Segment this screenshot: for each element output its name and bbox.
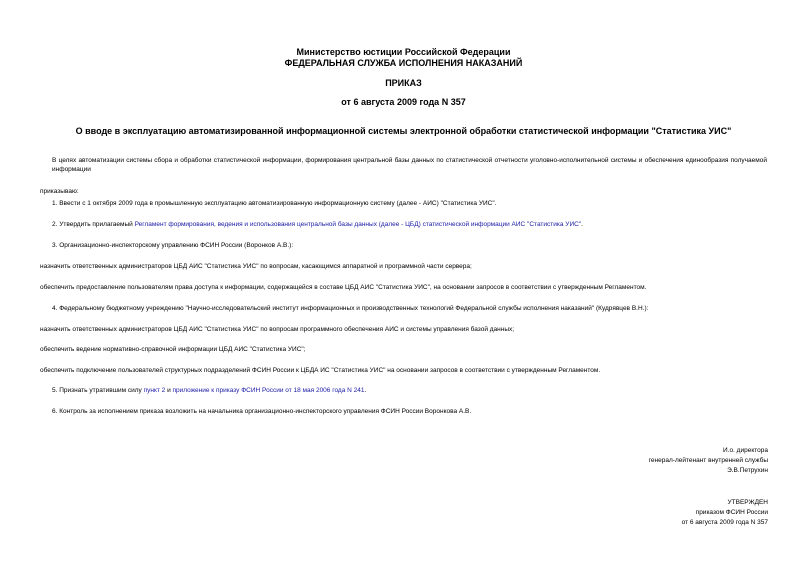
item-1: 1. Ввести с 1 октября 2009 года в промышленную эксплуатацию автоматизированную информационную систему (далее - АИС) "Статистика УИС". — [52, 200, 497, 207]
item-5-prefix: 5. Признать утратившим силу — [52, 387, 144, 394]
doc-date: от 6 августа 2009 года N 357 — [341, 97, 466, 107]
order-word: приказываю: — [40, 188, 79, 195]
item-2 — [52, 220, 779, 229]
item-2-suffix: . — [581, 221, 583, 228]
item-3-a: назначить ответственных администраторов ЦБД АИС "Статистика УИС" по вопросам, касающимся аппаратной и программной части сервера; — [40, 263, 472, 270]
appendix-link[interactable]: приложение к приказу ФСИН России от 18 мая 2006 года N 241 — [172, 387, 365, 394]
approval-date: от 6 августа 2009 года N 357 — [681, 519, 768, 526]
service-name: ФЕДЕРАЛЬНАЯ СЛУЖБА ИСПОЛНЕНИЯ НАКАЗАНИЙ — [284, 58, 523, 68]
approval-title: УТВЕРЖДЕН — [727, 499, 768, 506]
preamble: В целях автоматизации системы сбора и обработки статистической информации, формирования центральной базы данных по статистической отчетности уголовно-исполнительной системы и обеспечения единообразия получаемой информации — [52, 157, 767, 173]
item-4-a: назначить ответственных администраторов ЦБД АИС "Статистика УИС" по вопросам программного обеспечения АИС и системы управления базой данных; — [40, 326, 515, 333]
item-5-suffix: . — [364, 387, 367, 394]
item-4-c: обеспечить подключение пользователей структурных подразделений ФСИН России к ЦБДА ИС "Статистика УИС" на основании запросов в соответствии с утвержденным Регламентом. — [40, 367, 601, 374]
item-5 — [52, 386, 779, 395]
signature-name: Э.В.Петрухин — [727, 467, 768, 474]
point-2-link[interactable]: пункт 2 — [143, 387, 166, 394]
item-3: 3. Организационно-инспекторскому управлению ФСИН России (Воронков А.В.): — [52, 242, 294, 249]
regulation-link[interactable]: Регламент формирования, ведения и использования центральной базы данных (далее - ЦБД) статистической информации АИС "Статистика УИС" — [134, 221, 582, 228]
signature-rank: генерал-лейтенант внутренней службы — [648, 457, 768, 464]
approval-by: приказом ФСИН России — [695, 509, 768, 516]
item-4-b: обеспечить ведение нормативно-справочной информации ЦБД АИС "Статистика УИС"; — [40, 346, 306, 353]
item-3-b: обеспечить предоставление пользователям права доступа к информации, содержащейся в составе ЦБД АИС "Статистика УИС", на основании запросов в соответствии с утвержденным Регламентом. — [40, 284, 647, 291]
page-title: О вводе в эксплуатацию автоматизированной информационной системы электронной обработки статистической информации "Статистика УИС" — [75, 126, 732, 136]
signature-title: И.о. директора — [722, 447, 768, 454]
item-4: 4. Федеральному бюджетному учреждению "Научно-исследовательский институт информационных и производственных технологий Федеральной службы исполнения наказаний" (Кудрявцев В.Н.): — [52, 305, 649, 312]
item-6: 6. Контроль за исполнением приказа возложить на начальника организационно-инспекторского управления ФСИН России Воронкова А.В. — [52, 408, 472, 415]
item-2-prefix: 2. Утвердить прилагаемый — [52, 221, 135, 228]
signature-block — [500, 446, 768, 476]
doc-type: ПРИКАЗ — [385, 78, 422, 88]
approval-block — [500, 498, 768, 528]
item-5-mid: и — [165, 387, 173, 394]
ministry-name: Министерство юстиции Российской Федерации — [296, 47, 511, 57]
